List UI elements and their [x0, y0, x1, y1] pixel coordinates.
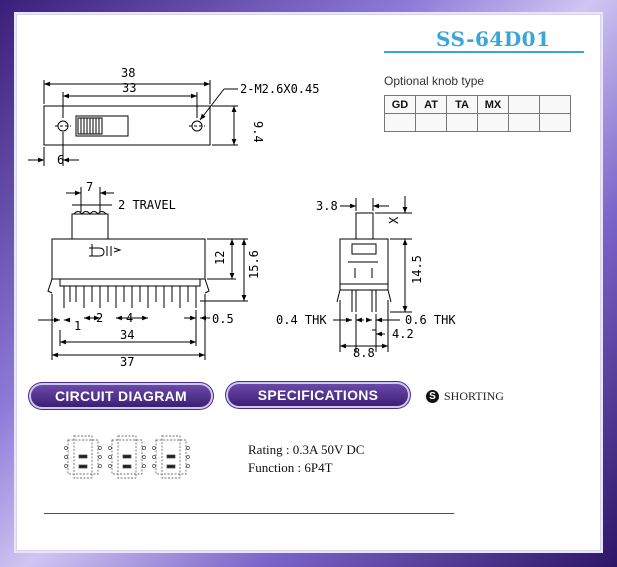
dim-pitch-4: 4: [126, 311, 134, 325]
side-view-base: [60, 279, 200, 286]
circuit-diagram: [65, 436, 190, 478]
dim-14-5: 14.5: [410, 255, 424, 284]
dim-pitch-1: 1: [74, 319, 82, 333]
side-view-knob: [72, 214, 108, 239]
shorting-legend: [426, 389, 504, 404]
dim-12: 12: [213, 250, 227, 265]
dim-33: 33: [122, 81, 137, 95]
dim-9-4: 9.4: [251, 121, 265, 143]
dim-4-2: 4.2: [392, 327, 414, 341]
thk-0-4: 0.4 THK: [276, 313, 327, 327]
shorting-label: SHORTING: [444, 389, 504, 403]
dim-37: 37: [120, 355, 135, 369]
knob-type-cell: AT: [416, 96, 447, 114]
top-view-body: [44, 106, 210, 145]
dim-x: X: [387, 216, 401, 224]
dim-6: 6: [57, 153, 65, 167]
circuit-pole-group: [109, 436, 146, 478]
side-view-terminals: [48, 279, 209, 308]
spec-function: Function : 6P4T: [248, 460, 333, 475]
footer-divider: [44, 513, 454, 514]
specifications-header: SPECIFICATIONS: [228, 384, 408, 406]
thk-0-6: 0.6 THK: [405, 313, 456, 327]
dim-38: 38: [121, 66, 136, 80]
top-view-knob: [78, 118, 102, 134]
dim-34: 34: [120, 328, 135, 342]
part-number-title: SS-64D01: [436, 27, 551, 51]
specifications-block: [248, 441, 364, 477]
dim-3-8: 3.8: [316, 199, 338, 213]
knob-type-cell: GD: [385, 96, 416, 114]
travel-label: 2 TRAVEL: [118, 198, 176, 212]
side-view: [38, 187, 248, 360]
spec-rating: Rating : 0.3A 50V DC: [248, 442, 365, 457]
dim-0-5: 0.5: [212, 312, 234, 326]
shorting-logo: [89, 244, 120, 256]
circuit-pole-group: [65, 436, 102, 478]
shorting-icon: S: [426, 390, 439, 403]
knob-caption: Optional knob type: [384, 74, 485, 88]
dim-15-6: 15.6: [247, 250, 261, 279]
dim-7: 7: [86, 180, 94, 194]
mount-screw-note: 2-M2.6X0.45: [240, 82, 320, 96]
circuit-diagram-header: CIRCUIT DIAGRAM: [31, 385, 211, 407]
circuit-pole-group: [153, 436, 190, 478]
end-view-knob: [356, 213, 373, 239]
knob-type-cell: TA: [447, 96, 478, 114]
knob-type-cell: MX: [478, 96, 509, 114]
dim-pitch-2: 2: [96, 311, 104, 325]
dim-8-8: 8.8: [353, 346, 375, 360]
side-view-housing: [52, 239, 205, 279]
